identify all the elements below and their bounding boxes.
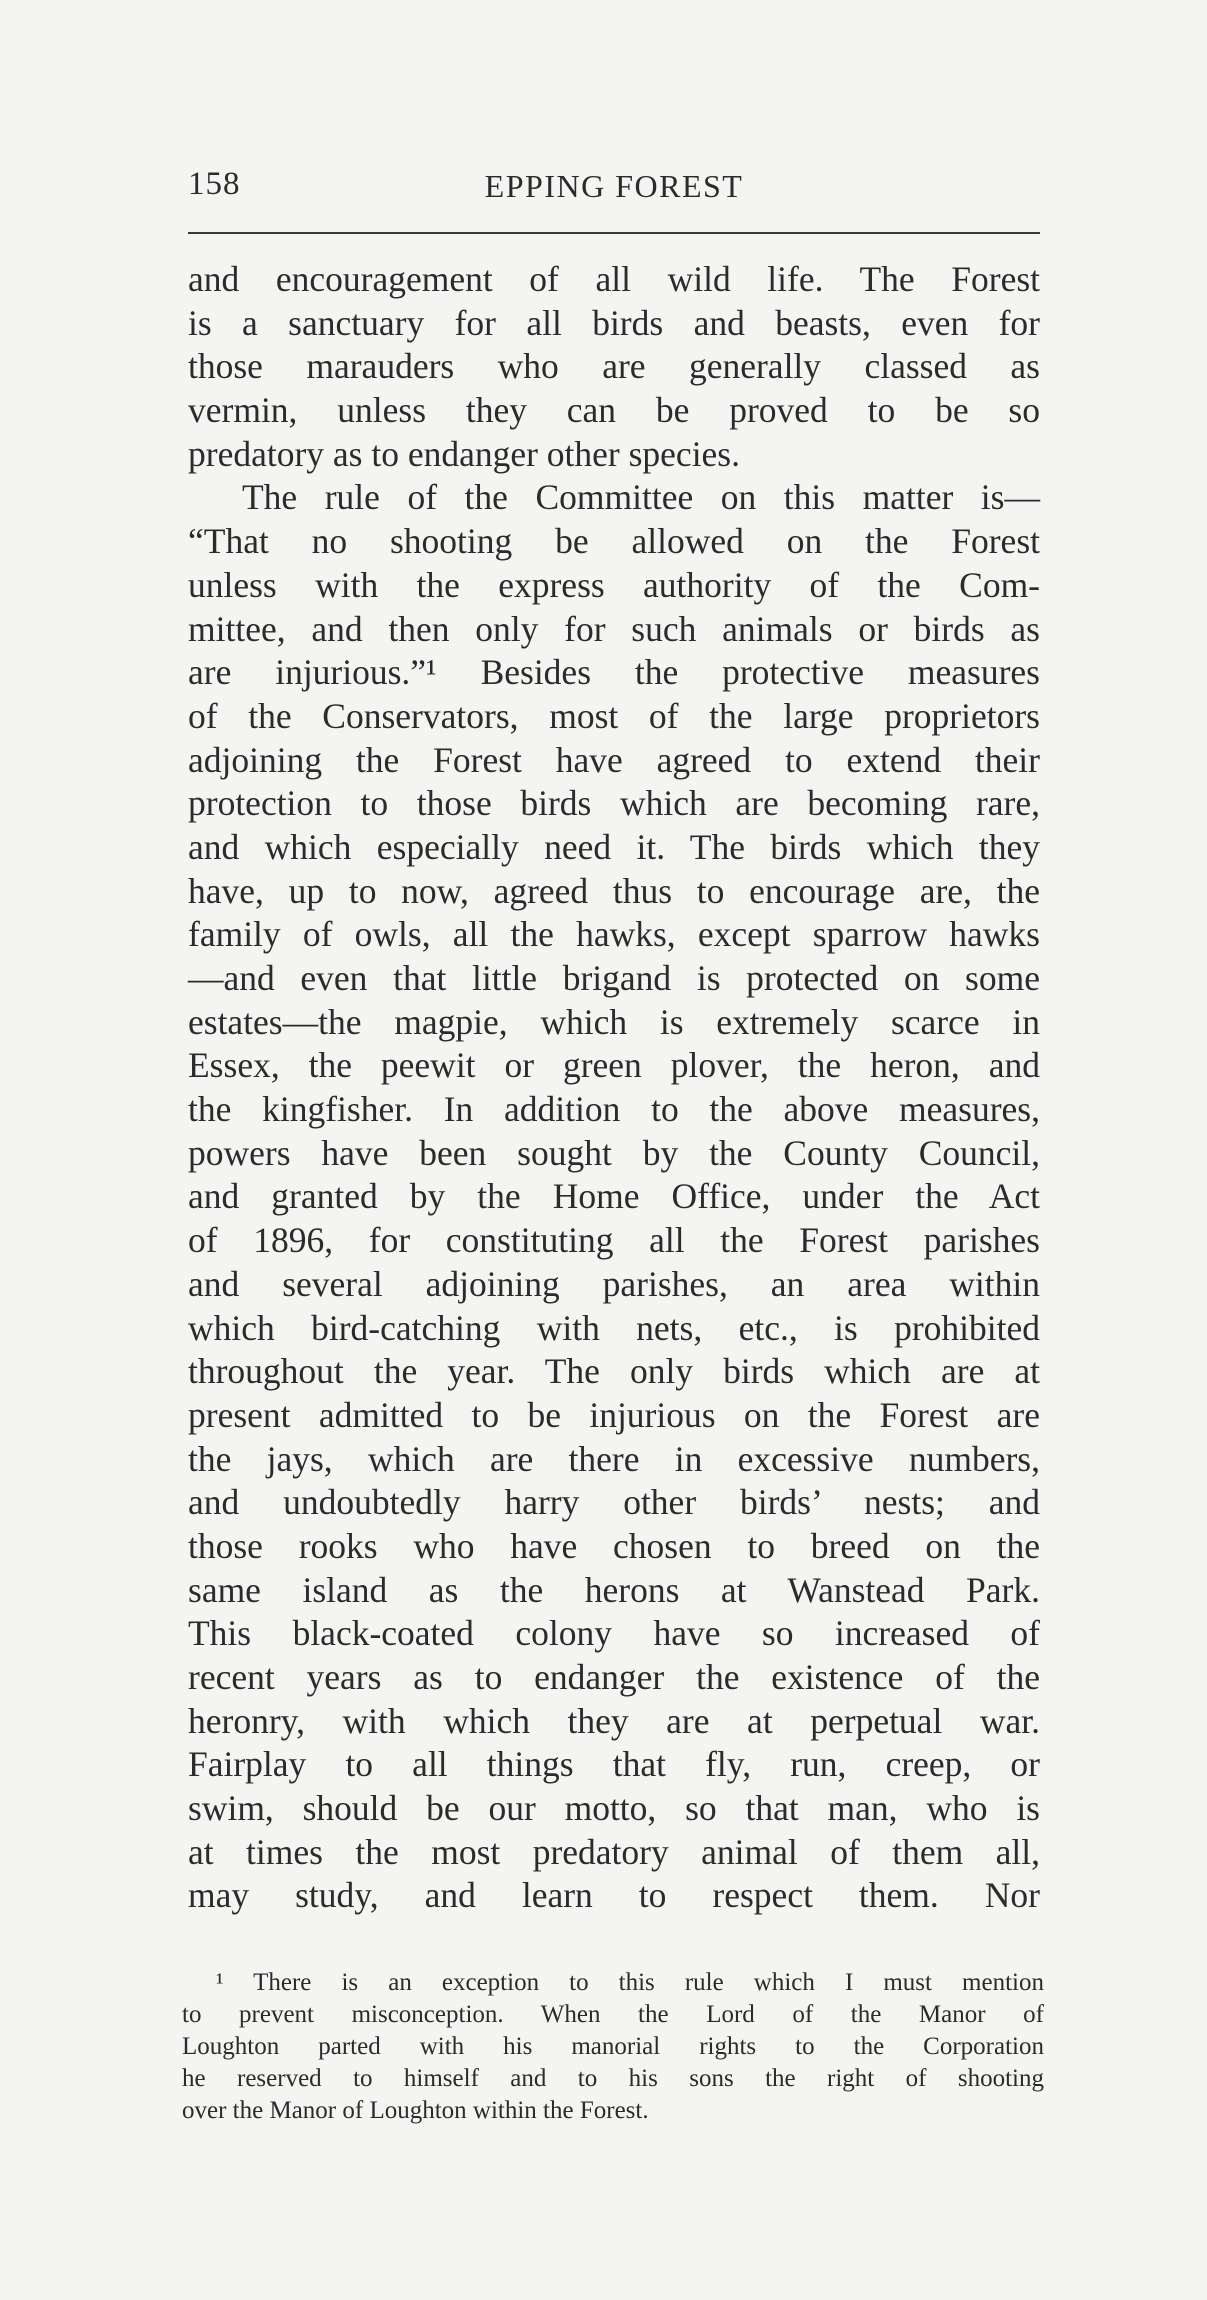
body-line: same island as the herons at Wanstead Park. xyxy=(188,1569,1040,1610)
footnote-line: to prevent misconception. When the Lord of the Manor of xyxy=(182,2001,1044,2028)
body-line: and encouragement of all wild life. The Forest xyxy=(188,259,1040,299)
body-line: those marauders who are generally classed as xyxy=(188,346,1040,387)
body-line: heronry, with which they are at perpetual war. xyxy=(188,1700,1040,1741)
footnote-line: over the Manor of Loughton within the Forest. xyxy=(182,2097,649,2124)
body-line: estates—the magpie, which is extremely scarce in xyxy=(188,1001,1040,1042)
body-line: is a sanctuary for all birds and beasts, even for xyxy=(188,302,1040,343)
body-text xyxy=(188,258,1040,1918)
body-line: Essex, the peewit or green plover, the heron, and xyxy=(188,1045,1040,1086)
body-line: family of owls, all the hawks, except sparrow hawks xyxy=(188,914,1040,955)
body-line: unless with the express authority of the Com- xyxy=(188,564,1040,605)
body-line: recent years as to endanger the existence of the xyxy=(188,1657,1040,1697)
page-header xyxy=(188,166,1040,214)
body-line: those rooks who have chosen to breed on the xyxy=(188,1525,1040,1566)
body-line: and undoubtedly harry other birds’ nests; and xyxy=(188,1482,1040,1523)
body-line: throughout the year. The only birds which are at xyxy=(188,1351,1040,1392)
body-line: vermin, unless they can be proved to be so xyxy=(188,390,1040,431)
body-line: This black-coated colony have so increased of xyxy=(188,1613,1040,1654)
body-line: protection to those birds which are becoming rare, xyxy=(188,783,1040,824)
body-line: predatory as to endanger other species. xyxy=(188,433,741,474)
body-line: may study, and learn to respect them. Nor xyxy=(188,1875,1040,1916)
header-rule xyxy=(188,232,1040,234)
body-line: of 1896, for constituting all the Forest parishes xyxy=(188,1220,1040,1261)
body-line: powers have been sought by the County Council, xyxy=(188,1132,1040,1173)
body-line: “That no shooting be allowed on the Forest xyxy=(188,521,1040,562)
body-line: and several adjoining parishes, an area within xyxy=(188,1263,1040,1304)
body-line: the jays, which are there in excessive numbers, xyxy=(188,1438,1040,1479)
body-line: adjoining the Forest have agreed to extend their xyxy=(188,739,1040,780)
body-line: and granted by the Home Office, under the Act xyxy=(188,1176,1040,1217)
body-line: the kingfisher. In addition to the above measures, xyxy=(188,1089,1040,1130)
body-line: which bird-catching with nets, etc., is prohibited xyxy=(188,1307,1040,1348)
footnote-line: he reserved to himself and to his sons the right of shooting xyxy=(182,2065,1044,2092)
body-line: mittee, and then only for such animals or birds as xyxy=(188,608,1040,649)
body-line: are injurious.”¹ Besides the protective measures xyxy=(188,652,1040,693)
body-line: swim, should be our motto, so that man, who is xyxy=(188,1788,1040,1829)
body-line: at times the most predatory animal of them all, xyxy=(188,1831,1040,1872)
footnote-line: Loughton parted with his manorial rights to the Corporation xyxy=(182,2033,1044,2060)
footnote xyxy=(182,1967,1044,2127)
running-head: EPPING FOREST xyxy=(484,168,744,204)
body-line: and which especially need it. The birds which they xyxy=(188,826,1040,867)
body-line: present admitted to be injurious on the Forest are xyxy=(188,1394,1040,1435)
body-line: The rule of the Committee on this matter is— xyxy=(242,477,1040,518)
page-number: 158 xyxy=(188,166,241,202)
body-line: —and even that little brigand is protected on some xyxy=(188,958,1040,998)
footnote-line: ¹ There is an exception to this rule which I must mention xyxy=(216,1969,1044,1996)
body-line: have, up to now, agreed thus to encourage are, the xyxy=(188,870,1040,911)
body-line: of the Conservators, most of the large proprietors xyxy=(188,695,1040,736)
body-line: Fairplay to all things that fly, run, creep, or xyxy=(188,1744,1040,1785)
